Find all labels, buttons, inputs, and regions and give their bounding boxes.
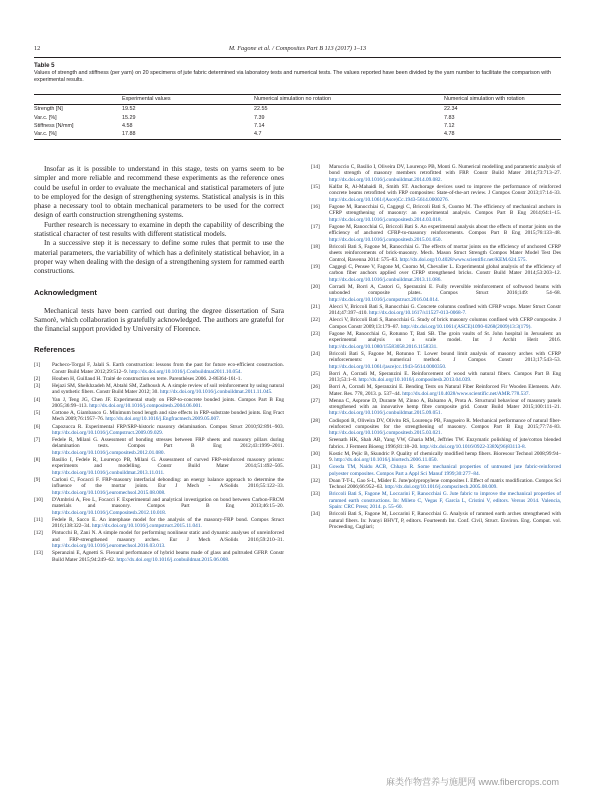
reference-text: Fagone M, Ranocchiai G, Rotunno T, Bati SB. The groin vaults of St. John hospital in Jerusalem: an experimental analysis on a scale model. Int J Archit Herit 2016. (329, 330, 561, 344)
acknowledgment-paragraph: Mechanical tests have been carried out during the degree dissertation of Sara Samorè, which collaboration is gratefully acknowledged. The authors are grateful for the financial support provided by University of Florence. (34, 305, 284, 334)
reference-doi-link[interactable]: http://dx.doi.org/10.1016/j.compositesb.2015.01.050. (329, 236, 442, 243)
reference-text: Speranzini E, Agnetti S. Flexural performance of hybrid beams made of glass and pultruded GFRP. Constr Build Mater 2015;94:249–62. (52, 550, 284, 563)
reference-number: [16] (311, 203, 320, 210)
reference-number: [31] (311, 464, 320, 471)
reference-item (311, 451, 561, 464)
table-header-cell: Numerical simulation no rotation (254, 95, 444, 105)
reference-doi-link[interactable]: http://dx.doi.org/10.1016/j.biortech.2006.11.050. (334, 457, 438, 464)
running-header (34, 45, 561, 57)
reference-number: [11] (34, 516, 43, 523)
reference-doi-link[interactable]: http://dx.doi.org/10.1016/j.compositesb.2004.06.001. (89, 402, 203, 409)
reference-text: Sreenath HK, Shah AB, Yang VW, Gharia MM, Jeffries TW. Enzymatic polishing of jute/cotton blended fabrics. J Ferment Bioeng 1996;81:18–20. (329, 437, 561, 450)
reference-doi-link[interactable]: Briccoli Bati S, Fagone M, Loccarini F, Ranocchiai G. Jute fabric to improve the mechanical properties of rammed earth constructions. In: Mileto C, Vegas F, García L, Cristini V, editors. Versus 2014. Valencia, Spain: CRC Press; 2014. p. 55–60. (329, 491, 561, 511)
reference-item (34, 550, 284, 563)
reference-doi-link[interactable]: http://dx.doi.org/10.1016/j.Engfracmech.2009.05.007. (105, 416, 221, 423)
left-column (34, 164, 284, 564)
body-paragraph: In a successive step it is necessary to define some rules that permit to use the material parameters, the variability of which has a definitely statistical behavior, in a proper way when dealing with the design of a strengthening system for rammed earth constructions. (34, 238, 284, 276)
reference-item (311, 398, 561, 417)
reference-doi-link[interactable]: http://dx.doi.org/10.1016/j.euromechsol.2015.08.008. (52, 489, 166, 496)
reference-item (311, 184, 561, 203)
table-cell: 17.88 (122, 130, 254, 139)
reference-doi-link[interactable]: http://dx.doi.org/10.4028/www.scientific.net/AMR.778.537. (402, 390, 530, 397)
reference-text: Briccoli Bati S, Fagone M, Loccarini F, Ranocchiai G. Analysis of rammed earth arches strengthened with natural fibers. In: Ivanyi BHVT, P, editors. Fourteenth Int. Conf. Civil, Struct. Environ. Eng. Comput. vol. Proceeding, Cagliari; (329, 511, 561, 531)
reference-text: Alecci V, Briccoli Bati S, Ranocchiai G. Study of brick masonry columns confined with CFRP composite. J Compos Constr 2009;13:179–87. (329, 317, 561, 330)
reference-text: Kalfat R, Al-Mahaidi R, Smith ST. Anchorage devices used to improve the performance of reinforced concrete beams retrofitted with FRP composites: State-of-the-art review. J Compos Constr 2013;17:14–33. (329, 183, 561, 197)
reference-item (311, 437, 561, 450)
reference-text: Doan T-T-L, Gao S-L, Mäder E. Jute/polypropylene composites I. Effect of matrix modification. Compos Sci Technol 2006;66:952–63. (329, 477, 561, 491)
reference-item (34, 437, 284, 456)
reference-doi-link[interactable]: http://dx.doi.org/10.1016/j.euromechsol.2016.03.013. (52, 543, 166, 550)
table-cell: 4.7 (254, 130, 444, 139)
table-row (34, 122, 561, 130)
table-cell: 22.34 (444, 106, 458, 113)
reference-number: [30] (311, 450, 320, 457)
reference-doi-link[interactable]: http://dx.doi.org/10.1016/j.Compositesb.2012.10.018. (52, 509, 167, 516)
reference-doi-link[interactable]: http://dx.doi.org/10.1061/(Asce)Cc.1943-5614.0000276. (329, 196, 449, 203)
reference-text: Houben H, Guillaud H. Traité de construction en terre. Parenthèses 2006. 2-86364-161-1. (52, 375, 242, 382)
table-header-cell: Experimental values (122, 95, 254, 105)
table-cell: 22.55 (254, 106, 268, 113)
reference-item (311, 418, 561, 437)
reference-item (34, 477, 284, 496)
table-cell: 4.58 (122, 122, 133, 129)
reference-number: [27] (311, 397, 320, 404)
table-cell: Strength [N] (34, 106, 63, 113)
reference-item (311, 331, 561, 350)
reference-text: Alecci V, Briccoli Bati S, Ranocchiai G. Concrete columns confined with CFRP wraps. Mater Struct Constr 2014;47:397–410. (329, 303, 561, 317)
reference-text: Fagone M, Ranocchiai G, Briccoli Bati S. An experimental analysis about the effects of mortar joints on the efficiency of anchored CFRP-to-masonry reinforcements. Compos Part B Eng 2015;76:133–48. (329, 223, 561, 237)
table-cell: 19.52 (122, 106, 136, 113)
reference-item (34, 530, 284, 549)
reference-number: [19] (311, 263, 320, 270)
reference-item (311, 304, 561, 317)
reference-number: [9] (34, 476, 41, 483)
reference-number: [10] (34, 496, 43, 503)
reference-doi-link[interactable]: http://dx.doi.org/10.1016/j.conbuildmat.2013.11.011. (52, 469, 165, 476)
reference-item (311, 317, 561, 330)
reference-number: [34] (311, 511, 320, 518)
reference-item (311, 204, 561, 223)
reference-number: [8] (34, 456, 41, 463)
reference-number: [20] (311, 283, 320, 290)
reference-doi-link[interactable]: http://dx.doi.org/10.1016/j.conbuildmat.2013.11.086. (329, 276, 442, 283)
reference-list-right (311, 164, 561, 531)
reference-item (311, 264, 561, 283)
reference-item (311, 224, 561, 243)
reference-number: [23] (311, 330, 320, 337)
reference-number: [5] (34, 410, 41, 416)
table-cell: 4.78 (444, 130, 561, 139)
reference-doi-link[interactable]: http://dx.doi.org/10.1061/(asce)cc.1943-5614.0000350. (329, 363, 447, 370)
reference-text: Yan J, Teng JG, Chen JF. Experimental study on FRP-to-concrete bonded joints. Compos Part B Eng 2005;36:99–113. (52, 396, 284, 409)
reference-doi-link[interactable]: http://dx.doi.org/10.1016/j.Conbuildmat2011.10.054. (129, 368, 242, 375)
reference-item (311, 284, 561, 303)
reference-text: Briccoli Bati S, Fagone M, Ranocchiai G. The effects of mortar joints on the efficiency of anchored CFRP sheets reinforcements of brick-masonry. Mech. Mason Struct Strength Compos Mater Model Test Des Control, Ravenna 2014: 575–83. (329, 243, 561, 263)
journal-citation: M. Fagone et al. / Composites Part B 113 (2017) 1–13 (228, 45, 367, 52)
reference-item (311, 164, 561, 183)
reference-text: Carloni C, Focacci F. FRP-masonry interfacial debonding: an energy balance approach to determine the influence of the mortar joints. Eur J Mech - A/Solids 2016;55:122–33. (52, 476, 284, 490)
reference-doi-link[interactable]: http://dx.doi.org/10.1016/j.compositesb.2015.03.021. (329, 430, 442, 437)
reference-doi-link[interactable]: http://dx.doi.org/10.1016/j.conbuildmat.2015.06.008. (116, 556, 230, 563)
right-column (311, 164, 561, 531)
reference-doi-link[interactable]: http://dx.doi.org/10.1016/j.compstruct.2016.04.014. (329, 296, 439, 303)
reference-doi-link[interactable]: http://dx.doi.org/10.4028/www.scientific.net/KEM.624.575. (399, 256, 527, 263)
reference-doi-link[interactable]: http://dx.doi.org/10.1016/j.Compstruct.2009.09.029. (52, 429, 164, 436)
reference-doi-link[interactable]: http://dx.doi.org/10.1016/j.conbuildmat.2015.09.051. (329, 410, 442, 417)
reference-number: [3] (34, 383, 41, 389)
reference-text: Kostic M, Pejic B, Skundric P. Quality of chemically modified hemp fibers. Bioresour Technol 2008;99:94–9. (329, 450, 561, 464)
reference-text: Fedele R, Milani G. Assessment of bonding stresses between FRP sheets and masonry pillars during delamination tests. Compos Part B Eng 2012;43:1999–2011. (52, 437, 284, 450)
reference-item (34, 397, 284, 410)
reference-item (311, 371, 561, 384)
reference-doi-link[interactable]: http://dx.doi.org/10.1080/15583058.2016.1158331. (329, 343, 438, 350)
reference-doi-link[interactable]: http://dx.doi.org/10.1016/j.compositesb.2014.03.018. (329, 216, 442, 223)
table-caption: Values of strength and stiffness (per yarn) on 20 specimens of jute fabric determined via laboratory tests and numerical tests. The values reported have been divided by the yarn number to facilitate the comparison with experimental results. (34, 70, 551, 84)
reference-item (34, 424, 284, 437)
table-cell: Var.c. [%] (34, 130, 122, 139)
reference-number: [32] (311, 477, 320, 484)
page-number: 12 (34, 45, 41, 52)
table-cell: 7.12 (444, 122, 455, 129)
table-cell: 7.14 (254, 122, 265, 129)
reference-number: [6] (34, 423, 41, 430)
reference-doi-link[interactable]: http://dx.doi.org/10.1016/j.conbuildmat.2011.11.045. (159, 389, 273, 396)
reference-doi-link[interactable]: http://dx.doi.org/10.1016/j.conbuildmat.2014.09.082. (329, 176, 442, 183)
reference-text: Maruccio C, Basilio I, Oliveira DV, Lourenço PB, Monti G. Numerical modelling and parametric analysis of bond strength of masonry members retrofitted with FRP. Constr Build Mater 2014;73:713–27. (329, 164, 561, 177)
section-heading-acknowledgment: Acknowledgment (34, 287, 97, 297)
table-header-cell (34, 95, 122, 105)
reference-number: [13] (34, 550, 43, 557)
reference-number: [4] (34, 396, 41, 403)
reference-number: [21] (311, 303, 320, 310)
reference-item (34, 457, 284, 476)
reference-text: Pintucchi B, Zani N. A simple model for performing nonlinear static and dynamic analyses of unreinforced and FRP-strengthened masonry arches. Eur J Mech A/Solids 2016;59:210–31. (52, 530, 284, 543)
reference-item (311, 351, 561, 370)
reference-text: Basilio I, Fedele R, Lourenço PB, Milani G. Assessment of curved FRP-reinforced masonry prisms: experiments and modelling. Constr Build Mater 2014;51:492–505. (52, 456, 284, 470)
reference-text: Cottone A, Giambanco G. Minimum bond length and size effects in FRP-substrate bonded joints. Eng Fract Mech 2009;76:1957–76. (52, 410, 284, 423)
reference-item (311, 384, 561, 397)
reference-doi-link[interactable]: http://dx.doi.org/10.1016/j.compscitech.2005.08.009. (384, 484, 498, 491)
reference-doi-link[interactable]: http://dx.doi.org/10.1016/j.compstruct.2015.11.041. (92, 523, 202, 530)
reference-number: [28] (311, 417, 320, 424)
reference-number: [12] (34, 530, 43, 537)
reference-text: D'Ambrisi A, Feo L, Focacci F. Experimental and analytical investigation on bond between Carbon-FRCM materials and masonry. Compos Part B Eng 2013;46:15–20. (52, 496, 284, 510)
reference-text: Menna C, Asprone D, Durante M, Zinno A, Balsamo A, Prota A. Structural behaviour of masonry panels strengthened with an innovative hemp fibre composite grid. Constr Build Mater 2015;100:111–21. (329, 397, 561, 411)
table-cell: 7.83 (444, 114, 455, 121)
reference-item (311, 478, 561, 491)
table-title: Table 5 (34, 62, 55, 69)
body-paragraph: Further research is necessary to examine in depth the capability of describing the statistical character of test results with different statistical models. (34, 219, 284, 239)
table-cell: Var.c. [%] (34, 114, 57, 121)
reference-item (34, 362, 284, 375)
reference-item (311, 244, 561, 263)
table-cell: 7.39 (254, 114, 265, 121)
reference-text: Capozucca R. Experimental FRP/SRP-historic masonry delamination. Compos Struct 2010;92:891–903. (52, 423, 284, 430)
reference-item (34, 410, 284, 423)
reference-number: [18] (311, 243, 320, 250)
reference-item (34, 383, 284, 396)
reference-number: [17] (311, 223, 320, 230)
reference-text: Caggegi C, Pensee V, Fagone M, Cuomo M, Chevalier L. Experimental global analysis of the efficiency of carbon fiber anchors applied over CFRP strengthened bricks. Constr Build Mater 2014;53:203–12. (329, 263, 561, 277)
reference-doi-link[interactable]: http://dx.doi.org/10.1016/j.compositesb.2013.04.039. (358, 377, 472, 384)
reference-number: [33] (311, 491, 320, 498)
table-row (34, 105, 561, 114)
reference-doi-link[interactable]: http://dx.doi.org/10.1016/0922-338X(96)83113-8. (419, 443, 527, 450)
reference-number: [7] (34, 437, 41, 443)
reference-number: [1] (34, 362, 41, 369)
reference-item (311, 511, 561, 530)
reference-doi-link[interactable]: http://dx.doi.org/10.1061/(ASCE)1090-0268(2009)13:3(179). (400, 323, 532, 330)
reference-text: Corradi M, Borri A, Castori G, Speranzini E. Fully reversible reinforcement of softwood beams with unbonded composite plates. Compos Struct 2016;149: 54–68. (329, 283, 561, 297)
header-rule (34, 57, 561, 58)
table-cell: Stiffness [N/mm] (34, 122, 74, 129)
reference-number: [26] (311, 384, 320, 391)
results-table (34, 94, 561, 140)
table-cell: 15.29 (122, 114, 136, 121)
reference-item (34, 497, 284, 516)
reference-text: Briccoli Bati S, Fagone M, Rotunno T. Lower bound limit analysis of masonry arches with CFRP reinforcements: a numerical method. J Compos Constr 2013;17:543–53. (329, 350, 561, 364)
reference-number: [22] (311, 317, 320, 324)
reference-text: Fagone M, Ranocchiai G, Caggegi C, Briccoli Bati S, Cuomo M. The efficiency of mechanical anchors in CFRP strengthening of masonry: an experimental analysis. Compos Part B Eng 2014;64:1–15. (329, 203, 561, 217)
reference-text: Fedele R, Sacco E. An interphase model for the analysis of the masonry-FRP bond. Compos Struct 2016;138:322–34. (52, 516, 284, 530)
section-heading-references: References (34, 345, 75, 355)
reference-number: [15] (311, 183, 320, 190)
table-row (34, 130, 561, 139)
reference-doi-link[interactable]: http://dx.doi.org/10.1016/j.compositesb.2012.01.080. (52, 449, 165, 456)
reference-doi-link[interactable]: Gowda TM, Naidu ACB, Chhaya R. Some mechanical properties of untreated jute fabric-reinforced polyester composites. Compos Part a Appl Sci Manuf 1999;30:277–84. (329, 464, 561, 477)
table-header-cell: Numerical simulation with rotation (444, 95, 561, 105)
table-header-row (34, 95, 561, 105)
reference-text: Codispoti R, Oliveira DV, Olivito RS, Lourenço PB, Fangueiro R. Mechanical performance of natural fiber-reinforced composites for the strengthening of masonry. Compos Part B Eng 2015;77:74–83. (329, 417, 561, 430)
reference-item (311, 464, 561, 477)
reference-text: Borri A, Corradi M, Speranzini E. Reinforcement of wood with natural fibers. Compos Part B Eng 2013;53:1–8. (329, 370, 561, 384)
reference-number: [14] (311, 164, 320, 170)
reference-number: [2] (34, 375, 41, 382)
table-row (34, 113, 561, 121)
reference-text: Borri A, Corradi M, Speranzini E. Bending Tests on Natural Fiber Reinforced Fir Wooden Elements. Adv. Mater. Res. 778, 2013. p. 537–44. (329, 384, 561, 397)
reference-list-left (34, 362, 284, 563)
reference-number: [29] (311, 437, 320, 444)
reference-doi-link[interactable]: http://dx.doi.org/10.1617/s11527-013-0068-7. (369, 310, 467, 317)
reference-number: [24] (311, 350, 320, 357)
reference-number: [25] (311, 370, 320, 377)
body-paragraph: Insofar as it is possible to understand in this stage, tests on yarns seem to be simpler and more reliable and recommend these experiments as the reference ones could be useful in order to evaluate the mechanical and statistical parameters of jute to be employed for the design of strengthening systems. Statistical analysis is in this phase a necessary tool to obtain mechanical parameters to be used for the correct design of earth construction strengthening systems. (34, 164, 284, 220)
reference-item (34, 376, 284, 382)
reference-text: Pacheco-Torgal F, Jalali S. Earth construction: lessons from the past for future eco-efficient construction. Constr Build Mater 2012;29:512–9. (52, 362, 284, 375)
reference-item (34, 517, 284, 530)
reference-item (311, 491, 561, 510)
watermark: 麻类作物营养与施肥网 www.fibercrops.com (385, 777, 559, 787)
reference-text: Hejazi SM, Sheikhzadeh M, Abtahi SM, Zadhoush A. A simple review of soil reinforcement by using natural and synthetic fibers. Constr Build Mater 2012; 30. (52, 383, 284, 396)
